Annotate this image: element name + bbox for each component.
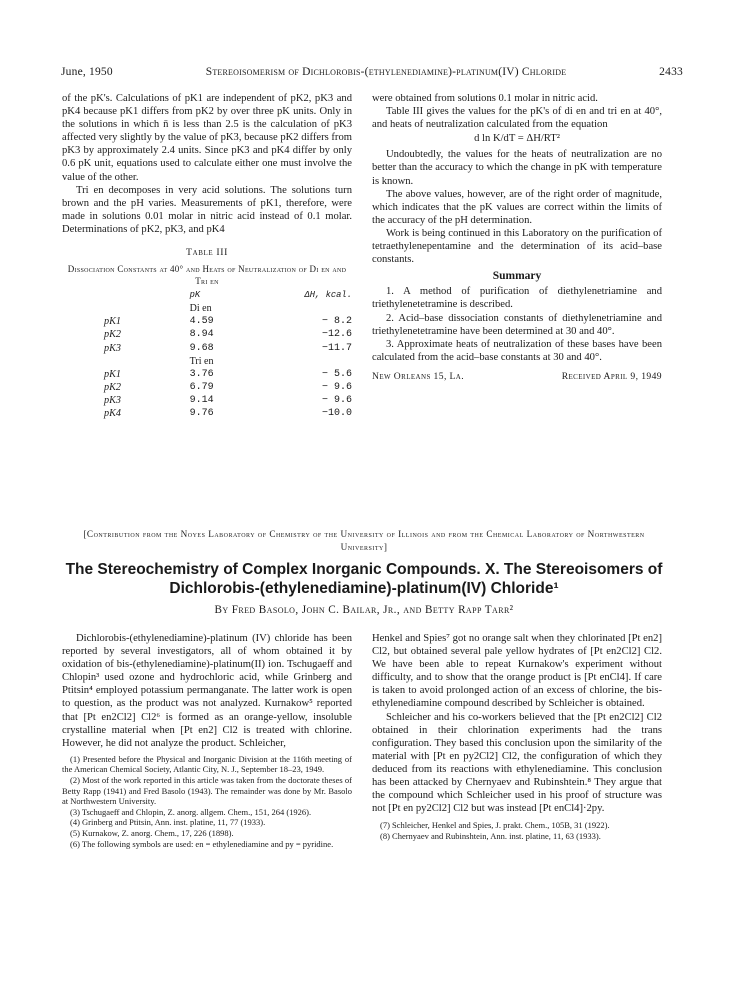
table-cell-dh: −10.0 bbox=[321, 407, 352, 419]
table-cell-symbol: pK2 bbox=[104, 329, 121, 341]
footnotes bbox=[62, 754, 352, 849]
dissociation-table bbox=[104, 289, 352, 420]
paragraph: Henkel and Spies⁷ got no orange salt when they chlorinated [Pt en2] Cl2, but obtained several pale yellow hydrates of [Pt en2Cl2] Cl2. We have been able to repeat Kurnakow's experiment without difficulty, and to show that the orange product is [Pt enCl4]. If care is taken to avoid prolonged action of an excess of chlorine, the bis-ethylenediamine compound described by Schleicher is obtained. bbox=[372, 633, 662, 710]
table-header-pk: pK bbox=[189, 290, 201, 301]
paragraph: Table III gives the values for the pK's of di en and tri en at 40°, and heats of neutralization calculated from the equation bbox=[372, 106, 662, 131]
table-title: Table III bbox=[186, 247, 228, 259]
paragraph: Schleicher and his co-workers believed that the [Pt en2Cl2] Cl2 obtained in their chlorination experiments had the trans configuration. They based this conclusion upon the similarity of the material with [Pt en py2Cl2] Cl2, the configuration of which they deduced from its reactions with ethylenediamine. This conclusion has been attacked by Chernyaev and Rubinshtein.⁸ They argue that the compound which Schleicher used in his proof of structure was not [Pt en py2Cl2] Cl2 but was instead [Pt enCl4]·2py. bbox=[372, 711, 662, 815]
table-cell-pk: 3.76 bbox=[189, 368, 214, 380]
table-group-label: Di en bbox=[189, 303, 212, 315]
table-group-label: Tri en bbox=[189, 355, 214, 367]
footnote: (7) Schleicher, Henkel and Spies, J. prakt. Chem., 105B, 31 (1922). bbox=[380, 820, 610, 831]
column-top-left bbox=[62, 92, 352, 420]
table-row bbox=[104, 407, 352, 420]
table-cell-symbol: pK3 bbox=[104, 394, 121, 406]
table-cell-pk: 4.59 bbox=[189, 316, 214, 328]
table-cell-dh: − 5.6 bbox=[321, 368, 352, 380]
table-cell-pk: 9.76 bbox=[189, 407, 214, 419]
location: New Orleans 15, La. bbox=[372, 370, 465, 382]
footnote: (2) Most of the work reported in this article was taken from the doctorate theses of Betty Rapp (1941) and Fred Basolo (1943). The remainder was done by Mr. Basolo at Northwestern University. bbox=[62, 775, 352, 807]
footnote: (8) Chernyaev and Rubinshtein, Ann. inst. platine, 11, 63 (1933). bbox=[380, 830, 601, 841]
header-date: June, 1950 bbox=[61, 66, 113, 78]
contribution-note: [Contribution from the Noyes Laboratory of Chemistry of the University of Illinois and from the Chemical Laboratory of Northwestern University] bbox=[83, 529, 645, 552]
table-row bbox=[104, 342, 352, 355]
table-cell-symbol: pK1 bbox=[104, 316, 121, 328]
table-cell-pk: 8.94 bbox=[189, 329, 214, 341]
table-header-dh: ΔH, kcal. bbox=[304, 290, 352, 301]
summary-item: 1. A method of purification of diethylenetriamine and triethylenetetramine is described. bbox=[372, 286, 662, 311]
table-header-row bbox=[104, 289, 352, 302]
table-row bbox=[104, 394, 352, 407]
article-title: The Stereochemistry of Complex Inorganic Compounds. X. The Stereoisomers of Dichlorobis-(ethylenediamine)-platinum(IV) Chloride¹ bbox=[65, 561, 663, 597]
running-header bbox=[61, 66, 683, 78]
column-bottom-right bbox=[372, 632, 662, 842]
table-cell-symbol: pK4 bbox=[104, 407, 121, 419]
header-page-number: 2433 bbox=[659, 66, 683, 78]
paragraph: were obtained from solutions 0.1 molar in nitric acid. bbox=[372, 93, 598, 104]
paragraph: Tri en decomposes in very acid solutions. The solutions turn brown and the pH varies. Measurements of pK1, therefore, were made in solutions 0.01 molar in nitric acid instead of 0.1 molar. Determinations of pK2, pK3, and pK4 bbox=[62, 184, 352, 235]
paragraph: The above values, however, are of the right order of magnitude, which indicates that the pK values are correct within the limits of the accuracy of the pH determination. bbox=[372, 188, 662, 226]
header-running-title: Stereoisomerism of Dichlorobis-(ethylenediamine)-platinum(IV) Chloride bbox=[205, 66, 567, 78]
table-cell-symbol: pK2 bbox=[104, 381, 121, 393]
table-cell-dh: − 8.2 bbox=[321, 316, 352, 328]
summary-heading: Summary bbox=[492, 270, 542, 283]
paragraph: of the pK's. Calculations of pK1 are independent of pK2, pK3 and pK4 because pK1 differs from pK2 by over three pK units. Only in the solutions in which n̄ is less than 2.5 is the calculation of pK3 affected very slightly by the value of pK3, because pK2 differs from pK3 by approximately 2.4 units. Since pK3 and pK4 differ by only 0.6 pK unit, equations used to calculate either one must involve the value of the other. bbox=[62, 93, 352, 183]
table-row bbox=[104, 328, 352, 341]
table-caption: Dissociation Constants at 40° and Heats of Neutralization of Di en and Tri en bbox=[67, 264, 347, 287]
footnote: (3) Tschugaeff and Chlopin, Z. anorg. allgem. Chem., 151, 264 (1926). bbox=[70, 806, 312, 817]
summary-item: 3. Approximate heats of neutralization of these bases have been calculated from the acid–base constants at 30 and 40°. bbox=[372, 338, 662, 363]
table-cell-dh: −12.6 bbox=[321, 329, 352, 341]
table-cell-dh: − 9.6 bbox=[321, 394, 352, 406]
table-cell-pk: 9.14 bbox=[189, 394, 214, 406]
equation: d ln K/dT = ΔH/RT² bbox=[474, 133, 560, 145]
table-cell-dh: −11.7 bbox=[321, 342, 352, 354]
paragraph: Undoubtedly, the values for the heats of neutralization are no better than the accuracy to which the change in pK with temperature is known. bbox=[372, 149, 662, 187]
table-row bbox=[104, 368, 352, 381]
table-cell-pk: 6.79 bbox=[189, 381, 214, 393]
table-cell-symbol: pK1 bbox=[104, 368, 121, 380]
table-row bbox=[104, 381, 352, 394]
column-top-right bbox=[372, 92, 662, 383]
footnotes bbox=[372, 820, 662, 841]
column-bottom-left bbox=[62, 632, 352, 849]
article-authors: By Fred Basolo, John C. Bailar, Jr., and Betty Rapp Tarr² bbox=[214, 604, 514, 616]
footnote: (6) The following symbols are used: en = ethylenediamine and py = pyridine. bbox=[70, 838, 334, 849]
table-cell-symbol: pK3 bbox=[104, 342, 121, 354]
received-date: Received April 9, 1949 bbox=[561, 370, 662, 382]
table-row bbox=[104, 315, 352, 328]
footnote: (1) Presented before the Physical and Inorganic Division at the 116th meeting of the American Chemical Society, Atlantic City, N. J., September 18–23, 1949. bbox=[62, 753, 352, 775]
footnote: (4) Grinberg and Ptitsin, Ann. inst. platine, 11, 77 (1933). bbox=[70, 817, 266, 828]
article-end-line bbox=[372, 370, 662, 383]
footnote: (5) Kurnakow, Z. anorg. Chem., 17, 226 (1898). bbox=[70, 828, 234, 838]
paragraph: Dichlorobis-(ethylenediamine)-platinum (IV) chloride has been reported by several investigators, all of whom obtained it by oxidation of bis-(ethylenediamine)-platinum(II) ion. Tschugaeff and Chlopin³ used ozone and hydrochloric acid, while Grinberg and Ptitsin⁴ employed potassium permanganate. The latter work is open to question, as the product was not analyzed. Kurnakow⁵ reported that [Pt en2Cl2] Cl2⁶ is formed as an orange-yellow, insoluble crystalline material when [Pt en2] Cl2 is treated with chlorine. However, he did not analyze the product. Schleicher, bbox=[62, 633, 352, 749]
table-cell-dh: − 9.6 bbox=[321, 381, 352, 393]
paragraph: Work is being continued in this Laboratory on the purification of tetraethylenepentamine and the determination of its acid–base constants. bbox=[372, 227, 662, 266]
summary-item: 2. Acid–base dissociation constants of diethylenetriamine and triethylenetetramine have been determined at 30 and 40°. bbox=[372, 312, 662, 337]
table-cell-pk: 9.68 bbox=[189, 342, 214, 354]
